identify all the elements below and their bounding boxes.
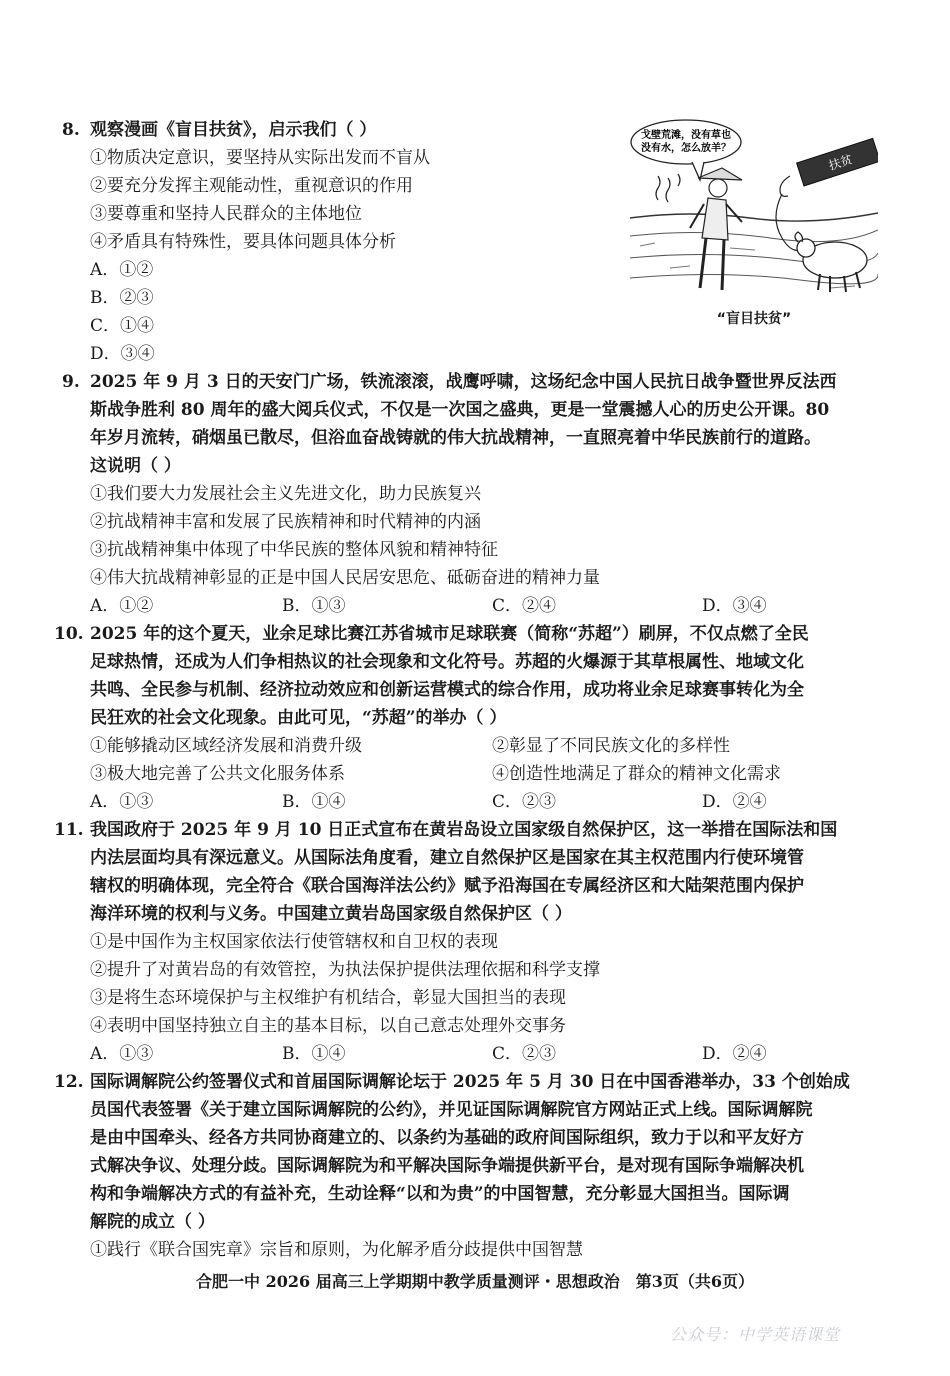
- q11-item-3: ③是将生态环境保护与主权维护有机结合，彰显大国担当的表现: [90, 988, 566, 1008]
- q9-stem-line-3: 年岁月流转，硝烟虽已散尽，但浴血奋战铸就的伟大抗战精神，一直照亮着中华民族前行的道路。: [90, 428, 821, 448]
- q10-item-4: ④创造性地满足了群众的精神文化需求: [492, 764, 781, 784]
- q9-stem-line-2: 斯战争胜利 80 周年的盛大阅兵仪式，不仅是一次国之盛典，更是一堂震撼人心的历史公开课。80: [90, 400, 830, 420]
- q10-stem-line-2: 足球热情，还成为人们争相热议的社会现象和文化符号。苏超的火爆源于其草根属性、地域文化: [90, 652, 804, 672]
- q9-item-4: ④伟大抗战精神彰显的正是中国人民居安思危、砥砺奋进的精神力量: [90, 568, 600, 588]
- q10-item-3: ③极大地完善了公共文化服务体系: [90, 764, 345, 784]
- q11-option-a: A．①③: [90, 1044, 154, 1064]
- q11-option-c: C．②③: [492, 1044, 557, 1064]
- q9-option-a: A．①②: [90, 596, 154, 616]
- q12-stem-line-2: 员国代表签署《关于建立国际调解院的公约》，并见证国际调解院官方网站正式上线。国际调解院: [90, 1100, 813, 1120]
- q8-item-1: ①物质决定意识，要坚持从实际出发而不盲从: [90, 148, 430, 168]
- q10-stem-line-1: 2025 年的这个夏天，业余足球比赛江苏省城市足球联赛（简称“苏超”）刷屏，不仅点燃了全民: [90, 624, 809, 644]
- q8-item-3: ③要尊重和坚持人民群众的主体地位: [90, 204, 362, 224]
- q12-number: 12.: [54, 1072, 84, 1092]
- q8-option-a: A．①②: [90, 260, 154, 280]
- q12-stem-line-1: 国际调解院公约签署仪式和首届国际调解论坛于 2025 年 5 月 30 日在中国香港举办，33 个创始成: [90, 1072, 850, 1092]
- cartoon-blind-poverty-alleviation: [630, 118, 878, 303]
- q10-option-c: C．②③: [492, 792, 557, 812]
- q9-number: 9.: [62, 372, 80, 392]
- q10-option-d: D．②④: [702, 792, 767, 812]
- q9-option-b: B．①③: [282, 596, 346, 616]
- q10-option-a: A．①③: [90, 792, 154, 812]
- q8-item-2: ②要充分发挥主观能动性，重视意识的作用: [90, 176, 413, 196]
- q8-number: 8.: [62, 120, 80, 140]
- q9-option-c: C．②④: [492, 596, 557, 616]
- q8-option-d: D．③④: [90, 344, 155, 364]
- q8-stem: 观察漫画《盲目扶贫》，启示我们（ ）: [90, 120, 377, 140]
- q10-item-2: ②彰显了不同民族文化的多样性: [492, 736, 730, 756]
- page-footer: 合肥一中 2026 届高三上学期期中教学质量测评・思想政治 第3页（共6页）: [196, 1272, 754, 1291]
- q11-stem-line-4: 海洋环境的权利与义务。中国建立黄岩岛国家级自然保护区（ ）: [90, 904, 572, 924]
- q9-item-3: ③抗战精神集中体现了中华民族的整体风貌和精神特征: [90, 540, 498, 560]
- q12-stem-line-6: 解院的成立（ ）: [90, 1212, 215, 1232]
- q11-item-1: ①是中国作为主权国家依法行使管辖权和自卫权的表现: [90, 932, 498, 952]
- q11-stem-line-3: 辖权的明确体现，完全符合《联合国海洋法公约》赋予沿海国在专属经济区和大陆架范围内保护: [90, 876, 804, 896]
- cartoon-sign-text: 扶贫: [826, 152, 855, 173]
- q11-stem-line-1: 我国政府于 2025 年 9 月 10 日正式宣布在黄岩岛设立国家级自然保护区，这一举措在国际法和国: [90, 820, 838, 840]
- q10-item-1: ①能够撬动区域经济发展和消费升级: [90, 736, 362, 756]
- q12-stem-line-5: 构和争端解决方式的有益补充，生动诠释“以和为贵”的中国智慧，充分彰显大国担当。国际调: [90, 1184, 790, 1204]
- q9-stem-line-1: 2025 年 9 月 3 日的天安门广场，铁流滚滚，战鹰呼啸，这场纪念中国人民抗日战争暨世界反法西: [90, 372, 837, 392]
- q9-stem-line-4: 这说明（ ）: [90, 456, 181, 476]
- q8-item-4: ④矛盾具有特殊性，要具体问题具体分析: [90, 232, 396, 252]
- q12-stem-line-4: 式解决争议、处理分歧。国际调解院为和平解决国际争端提供新平台，是对现有国际争端解决机: [90, 1156, 804, 1176]
- q11-number: 11.: [54, 820, 84, 840]
- cartoon-speech-line-1: 戈壁荒滩，没有草也: [641, 130, 731, 141]
- q10-stem-line-3: 共鸣、全民参与机制、经济拉动效应和创新运营模式的综合作用，成功将业余足球赛事转化为全: [90, 680, 804, 700]
- q8-option-b: B．②③: [90, 288, 154, 308]
- q9-item-1: ①我们要大力发展社会主义先进文化，助力民族复兴: [90, 484, 481, 504]
- q11-option-b: B．①④: [282, 1044, 346, 1064]
- q11-stem-line-2: 内法层面均具有深远意义。从国际法角度看，建立自然保护区是国家在其主权范围内行使环境管: [90, 848, 804, 868]
- watermark: 公众号：中学英语课堂: [670, 1325, 841, 1344]
- cartoon-caption: “盲目扶贫”: [716, 311, 792, 327]
- q10-number: 10.: [54, 624, 84, 644]
- q11-item-2: ②提升了对黄岩岛的有效管控，为执法保护提供法理依据和科学支撑: [90, 960, 600, 980]
- q12-stem-line-3: 是由中国牵头、经各方共同协商建立的、以条约为基础的政府间国际组织，致力于以和平友好方: [90, 1128, 804, 1148]
- cartoon-speech-line-2: 没有水，怎么放羊？: [641, 143, 731, 154]
- q12-item-1: ①践行《联合国宪章》宗旨和原则，为化解矛盾分歧提供中国智慧: [90, 1240, 583, 1260]
- q8-option-c: C．①④: [90, 316, 155, 336]
- q9-item-2: ②抗战精神丰富和发展了民族精神和时代精神的内涵: [90, 512, 481, 532]
- q9-option-d: D．③④: [702, 596, 767, 616]
- q10-stem-line-4: 民狂欢的社会文化现象。由此可见，“苏超”的举办（ ）: [90, 708, 507, 728]
- q11-option-d: D．②④: [702, 1044, 767, 1064]
- q10-option-b: B．①④: [282, 792, 346, 812]
- q11-item-4: ④表明中国坚持独立自主的基本目标，以自己意志处理外交事务: [90, 1016, 566, 1036]
